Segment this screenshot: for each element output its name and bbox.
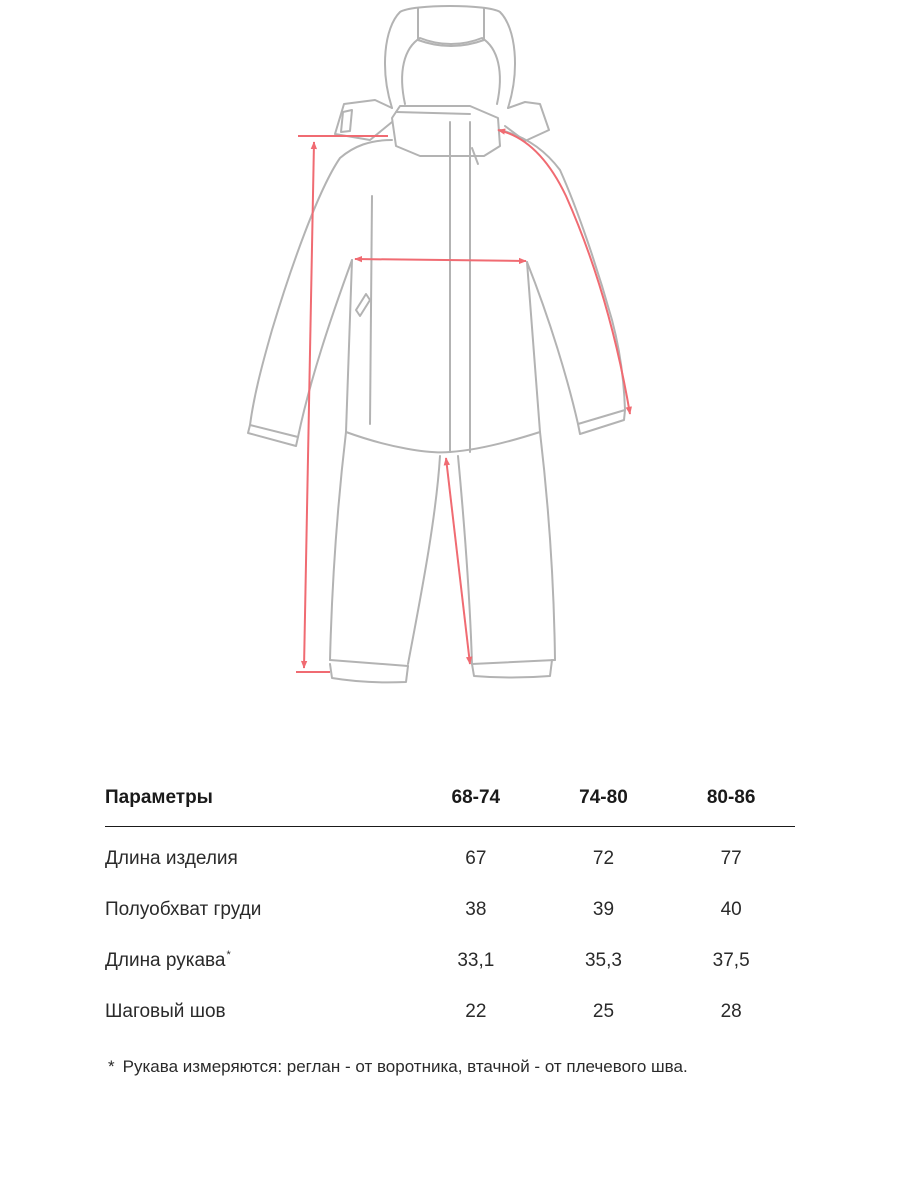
table-row [105, 884, 795, 935]
row-label-text: Длина рукава [105, 949, 226, 971]
table-row [105, 935, 795, 986]
row-label-text: Шаговый шов [105, 1000, 226, 1022]
table-cell: 39 [592, 898, 615, 920]
size-table [105, 770, 795, 1037]
table-cell: 72 [592, 847, 615, 869]
row-label [105, 935, 412, 986]
footnote-reference-mark: * [226, 949, 231, 962]
row-label-text: Длина изделия [105, 847, 238, 869]
row-label [105, 986, 412, 1037]
table-row [105, 827, 795, 885]
overall-outline-icon [248, 6, 625, 682]
footnote-mark: * [108, 1057, 115, 1076]
table-cell: 38 [465, 898, 487, 920]
table-cell: 22 [465, 1000, 487, 1022]
table-cell: 28 [720, 1000, 742, 1022]
table-cell: 25 [592, 1000, 615, 1022]
header-size-74-80: 74-80 [540, 770, 668, 827]
header-parameters: Параметры [105, 770, 412, 827]
footnote-text: Рукава измеряются: реглан - от воротника, втачной - от плечевого шва. [122, 1057, 688, 1076]
table-row [105, 986, 795, 1037]
header-size-68-74: 68-74 [412, 770, 540, 827]
table-cell: 67 [465, 847, 487, 869]
chest-arrow [355, 259, 526, 261]
row-label [105, 827, 412, 885]
table-cell: 37,5 [712, 949, 750, 971]
table-header-row [105, 770, 795, 827]
table-cell: 77 [720, 847, 742, 869]
row-label-text: Полуобхват груди [105, 898, 262, 920]
row-label [105, 884, 412, 935]
table-cell: 33,1 [457, 949, 495, 971]
footnote [108, 1057, 688, 1077]
table-cell: 35,3 [584, 949, 622, 971]
table-cell: 40 [720, 898, 742, 920]
header-size-80-86: 80-86 [667, 770, 795, 827]
